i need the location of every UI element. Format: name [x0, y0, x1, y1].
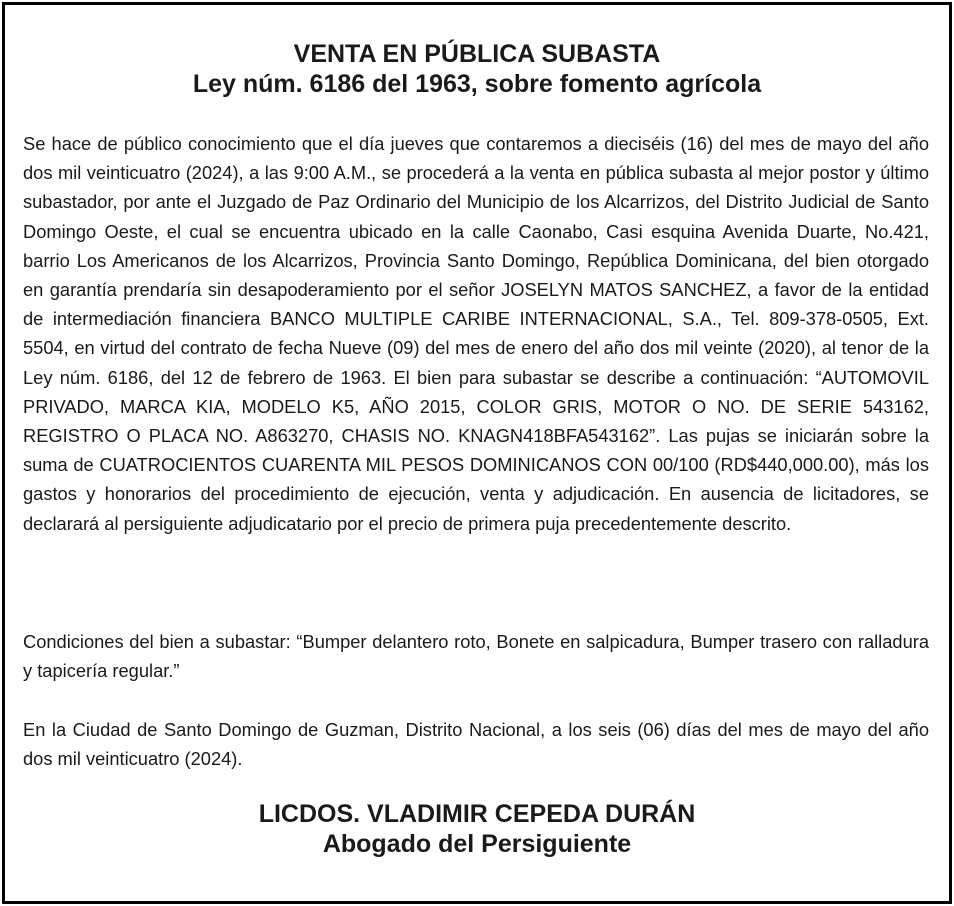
signatory-name: LICDOS. VLADIMIR CEPEDA DURÁN	[258, 800, 696, 828]
notice-title: VENTA EN PÚBLICA SUBASTA	[293, 40, 661, 68]
legal-notice	[2, 2, 952, 904]
signature-block	[5, 799, 949, 859]
auction-details-paragraph: Se hace de público conocimiento que el día jueves que contaremos a dieciséis (16) del mes de mayo del año dos mil veinticuatro (2024), a las 9:00 A.M., se procederá a la venta en pública subasta al mejor postor y último subastador, por ante el Juzgado de Paz Ordinario del Municipio de los Alcarrizos, del Distrito Judicial de Santo Domingo Oeste, el cual se encuentra ubicado en la calle Caonabo, Casi esquina Avenida Duarte, No.421, barrio Los Americanos de los Alcarrizos, Provincia Santo Domingo, República Dominicana, del bien otorgado en garantía prendaría sin desapoderamiento por el señor JOSELYN MATOS SANCHEZ, a favor de la entidad de intermediación financiera BANCO MULTIPLE CARIBE INTERNACIONAL, S.A., Tel. 809-378-0505, Ext. 5504, en virtud del contrato de fecha Nueve (09) del mes de enero del año dos mil veinte (2020), al tenor de la Ley núm. 6186, del 12 de febrero de 1963. El bien para subastar se describe a continuación: “AUTOMOVIL PRIVADO, MARCA KIA, MODELO K5, AÑO 2015, COLOR GRIS, MOTOR O NO. DE SERIE 543162, REGISTRO O PLACA NO. A863270, CHASIS NO. KNAGN418BFA543162”. Las pujas se iniciarán sobre la suma de CUATROCIENTOS CUARENTA MIL PESOS DOMINICANOS CON 00/100 (RD$440,000.00), más los gastos y honorarios del procedimiento de ejecución, venta y adjudicación. En ausencia de licitadores, se declarará al persiguiente adjudicatario por el precio de primera puja precedentemente descrito.	[23, 133, 929, 534]
item-conditions-paragraph: Condiciones del bien a subastar: “Bumper delantero roto, Bonete en salpicadura, Bumper trasero con ralladura y tapicería regular.”	[23, 631, 929, 682]
signatory-role: Abogado del Persiguiente	[322, 830, 632, 858]
place-date-paragraph: En la Ciudad de Santo Domingo de Guzman, Distrito Nacional, a los seis (06) días del mes de mayo del año dos mil veinticuatro (2024).	[23, 719, 929, 770]
notice-subtitle: Ley núm. 6186 del 1963, sobre fomento agrícola	[192, 70, 762, 98]
notice-heading	[5, 39, 949, 99]
